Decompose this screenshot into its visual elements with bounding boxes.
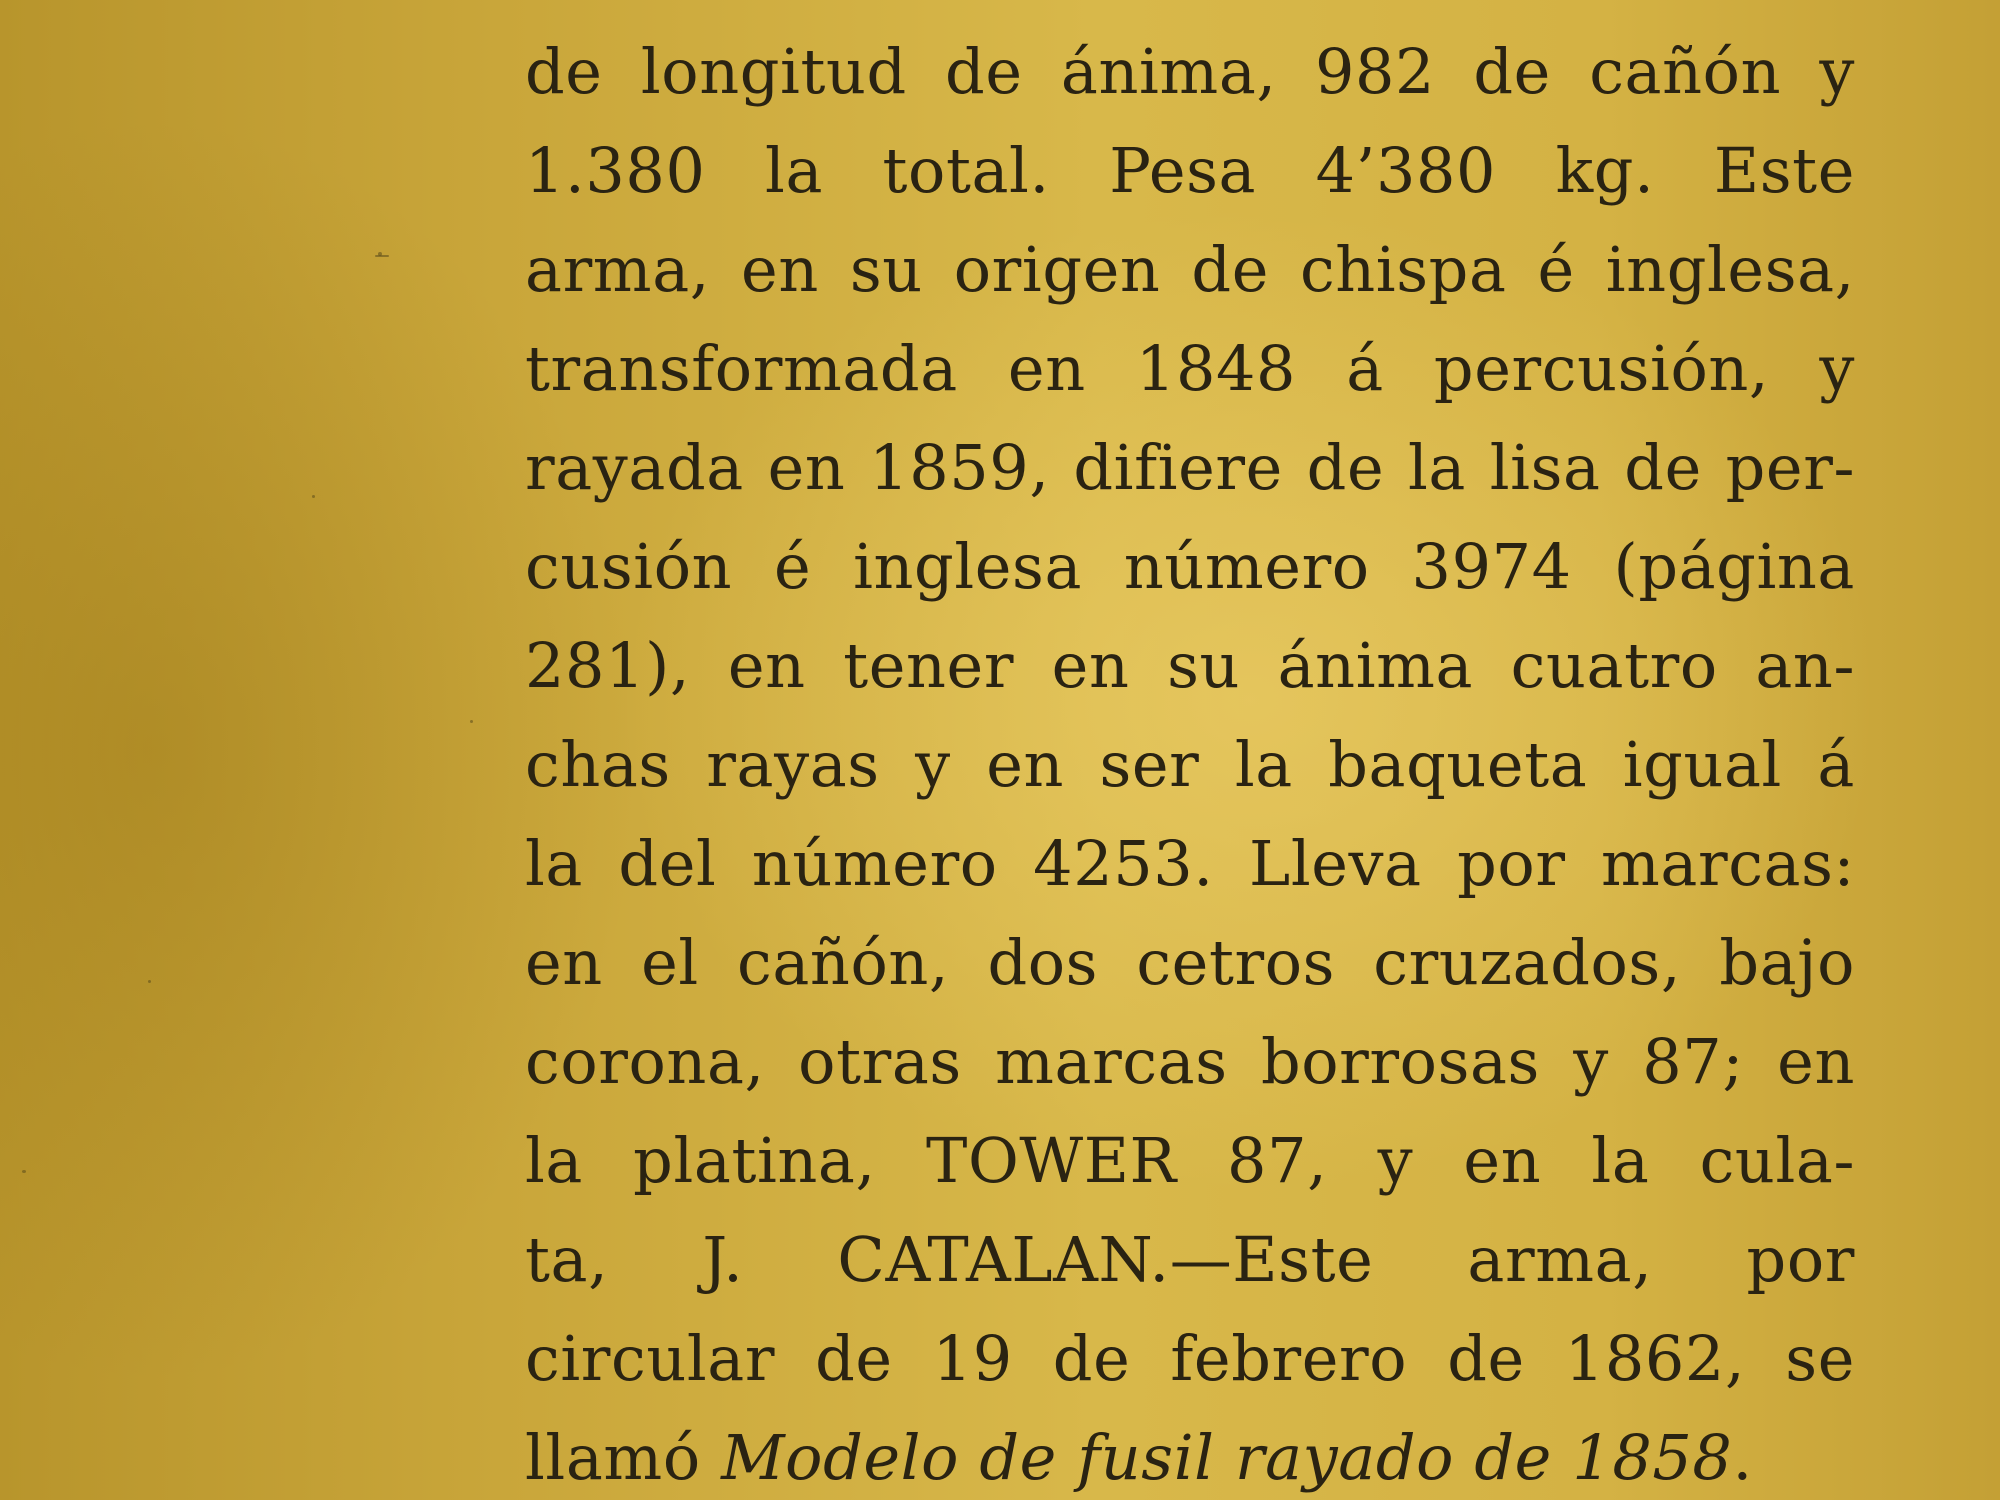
text-line: chas rayas y en ser la baqueta igual á bbox=[525, 728, 1855, 801]
paper-speck bbox=[470, 720, 473, 723]
text-line: 281), en tener en su ánima cuatro an- bbox=[525, 629, 1855, 702]
text-line: arma, en su origen de chispa é inglesa, bbox=[525, 233, 1855, 306]
text-line-final bbox=[525, 1408, 1855, 1500]
final-line-period: . bbox=[1732, 1421, 1753, 1494]
paper-speck bbox=[312, 495, 315, 498]
text-line: de longitud de ánima, 982 de cañón y bbox=[525, 35, 1855, 108]
text-line: la del número 4253. Lleva por marcas: bbox=[525, 827, 1855, 900]
text-line: ta, J. CATALAN.—Este arma, por bbox=[525, 1223, 1855, 1296]
text-line: transformada en 1848 á percusión, y bbox=[525, 332, 1855, 405]
paper-speck bbox=[22, 1170, 26, 1173]
paper-speck bbox=[148, 980, 151, 983]
text-line: 1.380 la total. Pesa 4’380 kg. Este bbox=[525, 134, 1855, 207]
final-line-plain: llamó bbox=[525, 1421, 701, 1494]
text-line: en el cañón, dos cetros cruzados, bajo bbox=[525, 926, 1855, 999]
book-page-text bbox=[525, 22, 1855, 1500]
text-line: circular de 19 de febrero de 1862, se bbox=[525, 1322, 1855, 1395]
text-line: cusión é inglesa número 3974 (página bbox=[525, 530, 1855, 603]
model-name-italic: Modelo de fusil rayado de 1858 bbox=[721, 1421, 1733, 1494]
text-line: corona, otras marcas borrosas y 87; en bbox=[525, 1025, 1855, 1098]
text-line: la platina, TOWER 87, y en la cula- bbox=[525, 1124, 1855, 1197]
paper-speck bbox=[375, 255, 389, 257]
text-line: rayada en 1859, difiere de la lisa de per- bbox=[525, 431, 1855, 504]
